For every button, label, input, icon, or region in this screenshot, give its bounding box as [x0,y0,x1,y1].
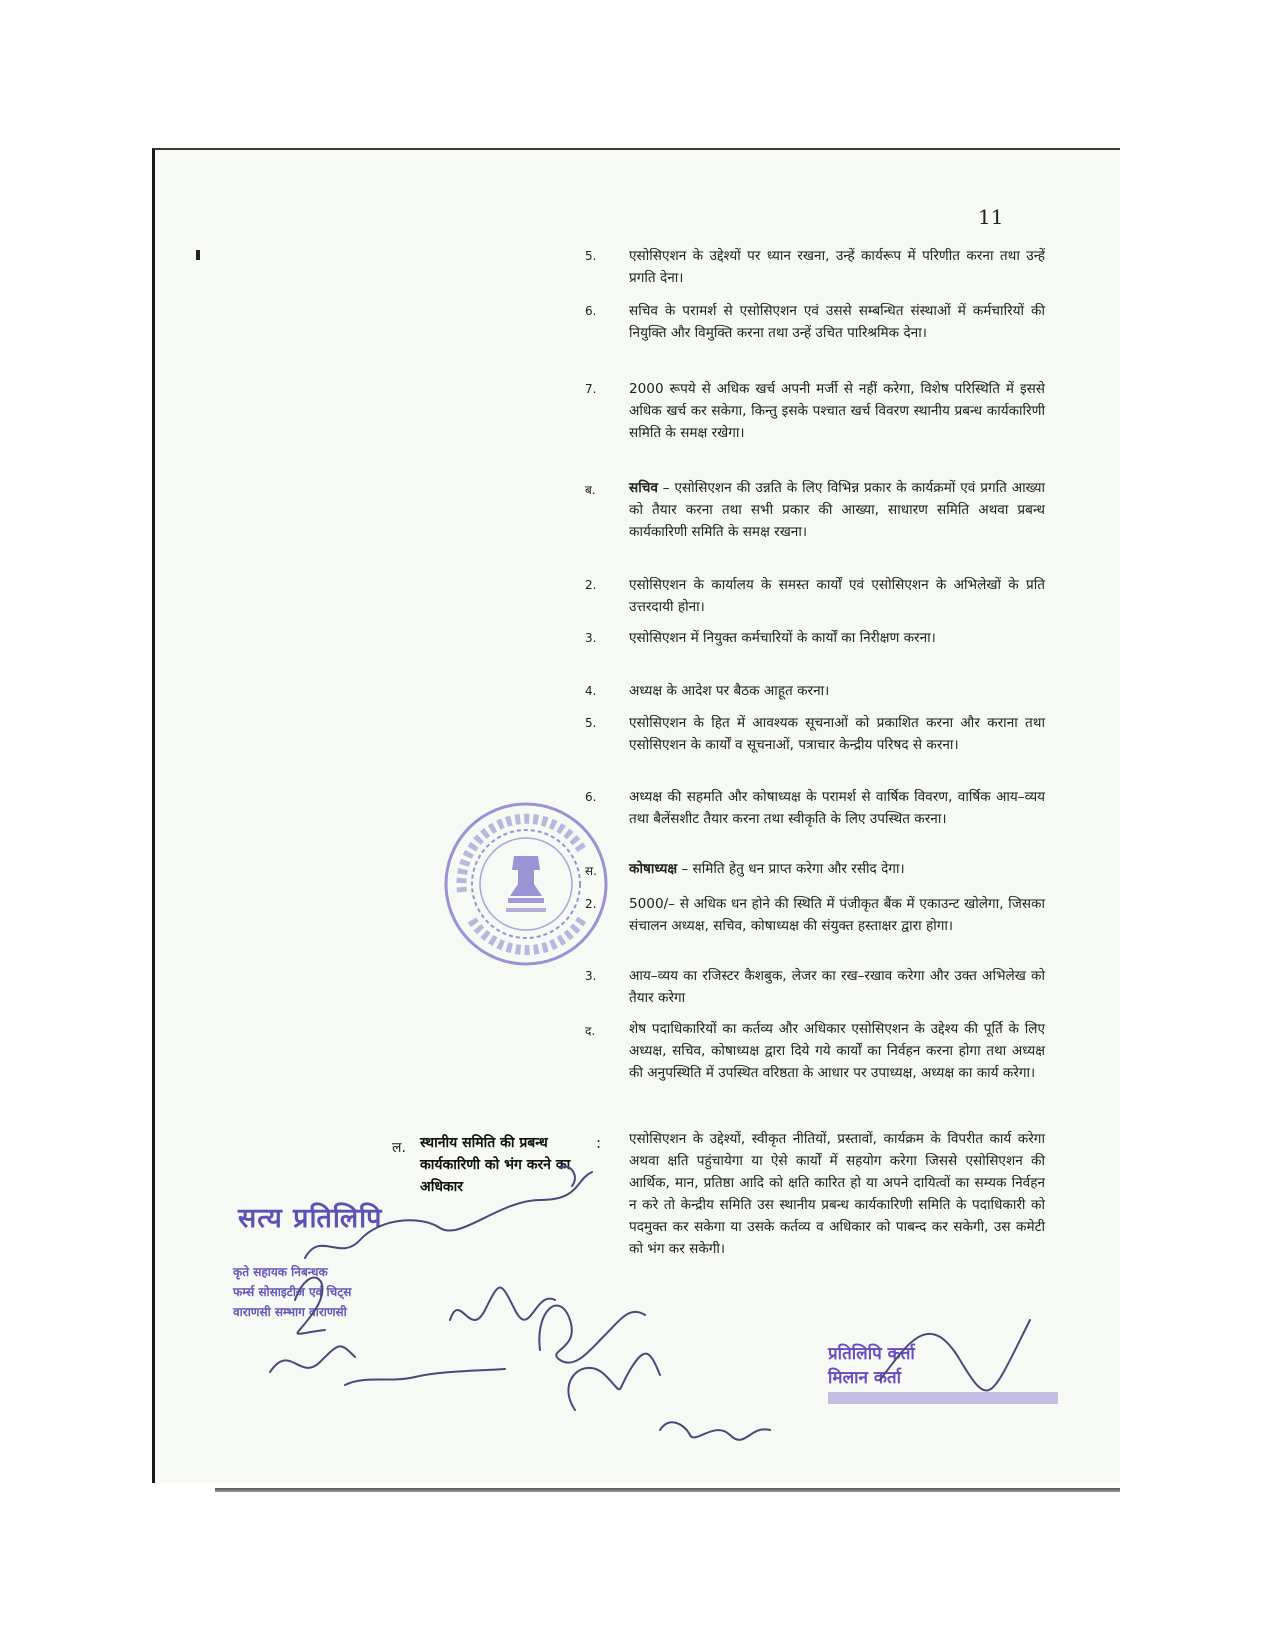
attest-line: फर्म्स सोसाइटीज एवं चिट्स [233,1285,352,1299]
item-number: 5. [585,716,597,730]
item-text: अध्यक्ष की सहमति और कोषाध्यक्ष के परामर्श से वार्षिक विवरण, वार्षिक आय–व्यय तथा बैलेंसशीट तैयार करना तथा स्वीकृति के लिए उपस्थित करना। [629,789,1045,827]
true-copy-stamp: सत्य प्रतिलिपि [238,1203,383,1234]
item-text [629,477,1045,543]
item-number: 7. [585,382,597,396]
item-number: 6. [585,790,597,804]
item-body: – एसोसिएशन की उन्नति के लिए विभिन्न प्रकार के कार्यक्रमों एवं प्रगति आख्या को तैयार करना तथा सभी प्रकार की आख्या, साधारण समिति अथवा प्रबन्ध कार्यकारिणी समिति के समक्ष रखना। [629,480,1045,540]
copier-line: मिलान कर्ता [828,1368,902,1388]
item-text: एसोसिएशन के उद्देश्यों पर ध्यान रखना, उन्हें कार्यरूप में परिणीत करना तथा उन्हें प्रगति देना। [629,248,1045,286]
item-text [629,858,1045,880]
item-heading: सचिव [629,480,658,496]
attest-stamp [233,1262,423,1322]
clause-l-text: एसोसिएशन के उद्देश्यों, स्वीकृत नीतियों, प्रस्तावों, कार्यक्रम के विपरीत कार्य करेगा अथवा क्षति पहुंचायेगा या ऐसे कार्यों में सहयोग करेगा जिससे एसोसिएशन की आर्थिक, मान, प्रतिष्ठा आदि को क्षति कारित हो या अपने दायित्वों का सम्यक निर्वहन न करे तो केन्द्रीय समिति उस स्थानीय प्रबन्ध कार्यकारिणी समिति के पदाधिकारी को पदमुक्त कर सकेगा या उसके कर्तव्य व अधिकार को पाबन्द कर सकेगी, उस कमेटी को भंग कर सकेगी। [629,1131,1045,1257]
item-text: सचिव के परामर्श से एसोसिएशन एवं उससे सम्बन्धित संस्थाओं में कर्मचारियों की नियुक्ति और विमुक्ति करना तथा उन्हें उचित पारिश्रमिक देना। [629,303,1045,341]
copier-line: प्रतिलिपि कर्ता [828,1344,915,1364]
page-number: 11 [978,205,1004,229]
attest-line: कृते सहायक निबन्धक [233,1265,328,1279]
item-text: एसोसिएशन में नियुक्त कर्मचारियों के कार्यों का निरीक्षण करना। [629,630,936,646]
item-heading: कोषाध्यक्ष [629,861,678,877]
item-number: ब. [585,483,596,497]
item-text: एसोसिएशन के कार्यालय के समस्त कार्यों एवं एसोसिएशन के अभिलेखों के प्रति उत्तरदायी होना। [629,577,1045,615]
margin-mark [196,250,200,260]
item-text: 2000 रूपये से अधिक खर्च अपनी मर्जी से नहीं करेगा, विशेष परिस्थिति में इससे अधिक खर्च कर सकेगा, किन्तु इसके पश्चात खर्च विवरण स्थानीय प्रबन्ध कार्यकारिणी समिति के समक्ष रखेगा। [629,381,1045,441]
item-text: अध्यक्ष के आदेश पर बैठक आहूत करना। [629,683,830,699]
item-number: 6. [585,304,597,318]
copier-stamp [828,1342,1058,1390]
item-number: 4. [585,684,597,698]
item-number: स. [585,864,597,878]
item-body: – समिति हेतु धन प्राप्त करेगा और रसीद देगा। [677,861,905,877]
item-text: 5000/– से अधिक धन होने की स्थिति में पंजीकृत बैंक में एकाउन्ट खोलेगा, जिसका संचालन अध्यक्ष, सचिव, कोषाध्यक्ष की संयुक्त हस्ताक्षर द्वारा होगा। [629,896,1045,934]
item-text: शेष पदाधिकारियों का कर्तव्य और अधिकार एसोसिएशन के उद्देश्य की पूर्ति के लिए अध्यक्ष, सचिव, कोषाध्यक्ष द्वारा दिये गये कार्यों का निर्वहन करना होगा तथा अध्यक्ष की अनुपस्थिति में उपस्थित वरिष्ठता के आधार पर उपाध्यक्ष, अध्यक्ष का कार्य करेगा। [629,1021,1045,1081]
item-number: 3. [585,969,597,983]
item-text: आय–व्यय का रजिस्टर कैशबुक, लेजर का रख–रखाव करेगा और उक्त अभिलेख को तैयार करेगा [629,968,1045,1006]
item-number: 2. [585,897,597,911]
page-bottom-rule [215,1488,1120,1492]
round-seal-stamp [442,800,610,968]
clause-l-label: ल. [392,1140,406,1156]
item-number: द. [585,1024,596,1038]
item-number: 2. [585,578,597,592]
item-number: 3. [585,631,597,645]
clause-l-colon: : [596,1134,602,1152]
item-text: एसोसिएशन के हित में आवश्यक सूचनाओं को प्रकाशित करना और कराना तथा एसोसिएशन के कार्यों व सूचनाओं, पत्राचार केन्द्रीय परिषद से करना। [629,715,1045,753]
item-number: 5. [585,249,597,263]
attest-line: वाराणसी सम्भाग वाराणसी [233,1305,347,1319]
clause-l-title: स्थानीय समिति की प्रबन्ध कार्यकारिणी को भंग करने का अधिकार [420,1135,571,1195]
